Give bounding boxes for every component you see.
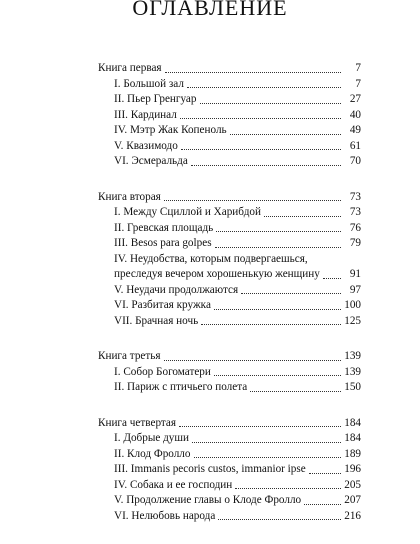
dot-leader bbox=[187, 87, 341, 88]
table-of-contents bbox=[98, 61, 361, 544]
page-number: 61 bbox=[349, 139, 361, 152]
chapter-title-line-2: преследуя вечером хорошенькую женщину bbox=[114, 268, 320, 280]
toc-entry-book-1[interactable] bbox=[98, 61, 361, 77]
chapter-title-line-1: IV. Неудобства, которым подвергаешься, bbox=[114, 252, 308, 265]
page-number: 73 bbox=[349, 206, 361, 218]
dot-leader bbox=[215, 247, 341, 248]
chapter-title: II. Гревская площадь bbox=[114, 221, 214, 234]
dot-leader bbox=[216, 231, 341, 232]
chapter-title: I. Добрые души bbox=[114, 432, 189, 444]
page-number: 79 bbox=[349, 237, 361, 249]
page-number: 27 bbox=[349, 93, 361, 105]
toc-entry-chapter[interactable] bbox=[98, 380, 361, 396]
dot-leader bbox=[264, 216, 341, 217]
dot-leader bbox=[218, 519, 341, 520]
chapter-title bbox=[114, 252, 320, 283]
page-number: 205 bbox=[344, 478, 361, 491]
page-number: 139 bbox=[344, 365, 361, 378]
toc-entry-chapter[interactable] bbox=[98, 314, 361, 330]
book-section-2 bbox=[98, 190, 361, 330]
dot-leader bbox=[214, 309, 341, 310]
toc-entry-chapter[interactable] bbox=[98, 123, 361, 139]
page-number: 40 bbox=[349, 108, 361, 121]
dot-leader bbox=[181, 149, 341, 150]
toc-entry-book-2[interactable] bbox=[98, 190, 361, 206]
book-title: Книга четвертая bbox=[98, 416, 177, 429]
chapter-title: I. Большой зал bbox=[114, 77, 184, 90]
page-number: 70 bbox=[349, 155, 361, 167]
chapter-title: III. Кардинал bbox=[114, 108, 177, 121]
page-number: 7 bbox=[355, 77, 361, 90]
chapter-title: VI. Разбитая кружка bbox=[114, 299, 211, 311]
chapter-title: I. Между Сциллой и Харибдой bbox=[114, 206, 261, 218]
page-number: 139 bbox=[344, 350, 361, 362]
dot-leader bbox=[241, 293, 341, 294]
chapter-title: IV. Собака и ее господин bbox=[114, 478, 233, 491]
dot-leader bbox=[179, 426, 341, 427]
toc-entry-chapter[interactable] bbox=[98, 154, 361, 170]
page-number: 49 bbox=[349, 124, 361, 136]
book-title: Книга вторая bbox=[98, 190, 161, 203]
toc-entry-chapter[interactable] bbox=[98, 221, 361, 237]
toc-entry-chapter[interactable] bbox=[98, 478, 361, 494]
book-title: Книга первая bbox=[98, 62, 162, 74]
toc-entry-book-3[interactable] bbox=[98, 349, 361, 365]
page-title: ОГЛАВЛЕНИЕ bbox=[132, 0, 288, 20]
toc-entry-chapter[interactable] bbox=[98, 447, 361, 463]
page-number: 91 bbox=[349, 268, 361, 280]
chapter-title: VII. Брачная ночь bbox=[114, 314, 199, 327]
dot-leader bbox=[201, 324, 341, 325]
chapter-title: V. Квазимодо bbox=[114, 139, 178, 152]
dot-leader bbox=[165, 72, 341, 73]
chapter-title: II. Пьер Гренгуар bbox=[114, 93, 197, 105]
book-section-3 bbox=[98, 349, 361, 396]
dot-leader bbox=[194, 457, 342, 458]
page-number: 7 bbox=[355, 62, 361, 74]
toc-entry-chapter[interactable] bbox=[98, 298, 361, 314]
toc-entry-book-4[interactable] bbox=[98, 416, 361, 432]
dot-leader bbox=[304, 504, 341, 505]
dot-leader bbox=[180, 118, 341, 119]
toc-entry-chapter[interactable] bbox=[98, 493, 361, 509]
book-title: Книга третья bbox=[98, 350, 161, 362]
toc-entry-chapter[interactable] bbox=[98, 108, 361, 124]
chapter-title: II. Париж с птичьего полета bbox=[114, 381, 248, 393]
page-number: 97 bbox=[349, 283, 361, 296]
dot-leader bbox=[309, 473, 341, 474]
dot-leader bbox=[323, 278, 341, 279]
dot-leader bbox=[192, 442, 341, 443]
chapter-title: V. Неудачи продолжаются bbox=[114, 283, 239, 296]
dot-leader bbox=[250, 391, 341, 392]
dot-leader bbox=[230, 134, 341, 135]
chapter-title: VI. Нелюбовь народа bbox=[114, 509, 216, 522]
toc-entry-chapter[interactable] bbox=[98, 252, 361, 283]
chapter-title: IV. Мэтр Жак Копеноль bbox=[114, 124, 227, 136]
toc-entry-chapter[interactable] bbox=[98, 283, 361, 299]
dot-leader bbox=[235, 488, 341, 489]
dot-leader bbox=[200, 103, 342, 104]
toc-entry-chapter[interactable] bbox=[98, 462, 361, 478]
book-section-1 bbox=[98, 61, 361, 170]
chapter-title: I. Собор Богоматери bbox=[114, 365, 211, 378]
page-number: 100 bbox=[344, 299, 361, 311]
page-number: 196 bbox=[344, 463, 361, 475]
page-number: 207 bbox=[344, 494, 361, 506]
toc-entry-chapter[interactable] bbox=[98, 365, 361, 381]
chapter-title: V. Продолжение главы о Клоде Фролло bbox=[114, 494, 302, 506]
dot-leader bbox=[214, 375, 341, 376]
dot-leader bbox=[164, 360, 341, 361]
dot-leader bbox=[164, 200, 341, 201]
toc-entry-chapter[interactable] bbox=[98, 236, 361, 252]
page-number: 125 bbox=[344, 314, 361, 327]
dot-leader bbox=[191, 165, 341, 166]
toc-entry-chapter[interactable] bbox=[98, 139, 361, 155]
toc-entry-chapter[interactable] bbox=[98, 509, 361, 525]
page-number: 216 bbox=[344, 509, 361, 522]
page-number: 73 bbox=[349, 190, 361, 203]
toc-entry-chapter[interactable] bbox=[98, 431, 361, 447]
page-number: 184 bbox=[344, 416, 361, 429]
chapter-title: III. Immanis pecoris custos, immanior ipse bbox=[114, 463, 306, 475]
book-section-4 bbox=[98, 416, 361, 525]
page-number: 184 bbox=[344, 432, 361, 444]
page-number: 189 bbox=[344, 447, 361, 460]
toc-entry-chapter[interactable] bbox=[98, 92, 361, 108]
page-number: 150 bbox=[344, 381, 361, 393]
chapter-title: III. Besos para golpes bbox=[114, 237, 212, 249]
toc-entry-chapter[interactable] bbox=[98, 77, 361, 93]
page-number: 76 bbox=[349, 221, 361, 234]
chapter-title: II. Клод Фролло bbox=[114, 447, 191, 460]
toc-entry-chapter[interactable] bbox=[98, 205, 361, 221]
chapter-title: VI. Эсмеральда bbox=[114, 155, 188, 167]
